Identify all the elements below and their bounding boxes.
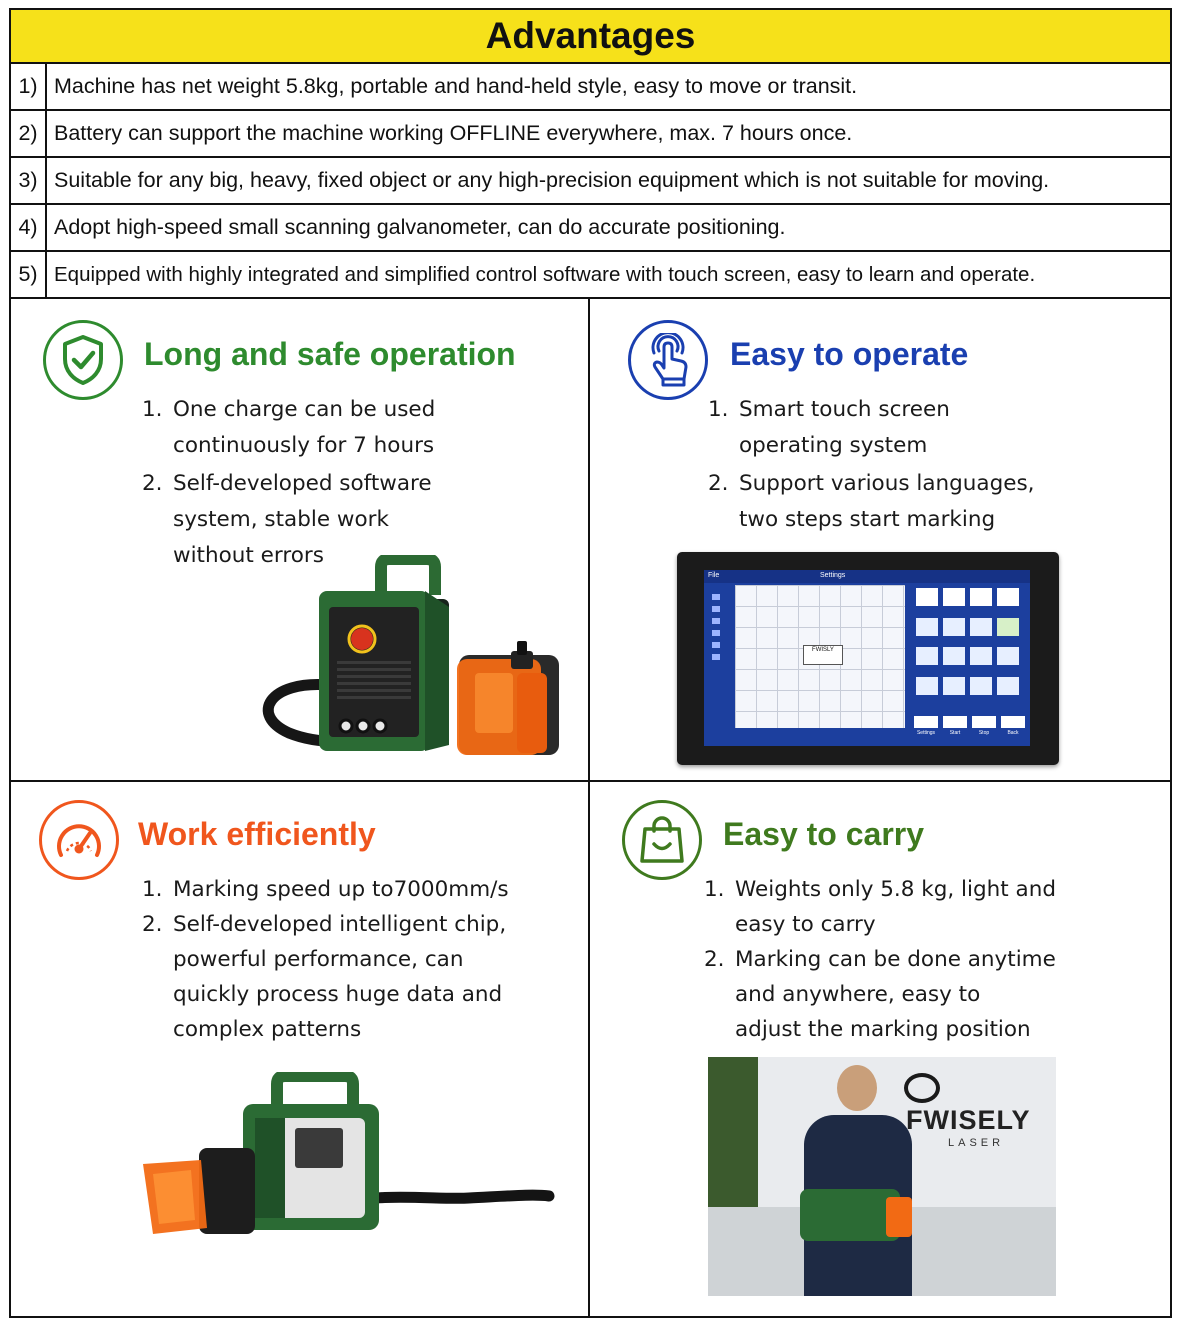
list-item <box>704 942 1056 1047</box>
list-number: 1. <box>142 397 163 422</box>
list-number: 2. <box>142 912 163 937</box>
touch-hand-icon <box>628 320 708 400</box>
shield-check-icon <box>43 320 123 400</box>
screen-menu-label: File <box>708 572 720 579</box>
feature-list-carry <box>704 872 1056 1049</box>
laser-marker-side-image <box>139 1072 559 1262</box>
feature-title-carry: Easy to carry <box>723 816 925 852</box>
advantage-text: Machine has net weight 5.8kg, portable and hand-held style, easy to move or transit. <box>54 74 858 98</box>
screen-button-row <box>914 716 1026 740</box>
advantage-row <box>11 111 1170 158</box>
canvas-logo: FWISLY <box>803 645 843 665</box>
list-number: 2. <box>704 947 725 972</box>
list-text: One charge can be used continuously for 7 hours <box>173 397 436 458</box>
brand-subtitle: LASER <box>948 1137 1005 1149</box>
advantage-number: 3) <box>11 158 47 203</box>
list-text: Support various languages, two steps start marking <box>739 471 1035 532</box>
advantage-row <box>11 64 1170 111</box>
list-number: 1. <box>708 397 729 422</box>
column-divider <box>588 298 590 1318</box>
advantage-number: 1) <box>11 64 47 109</box>
screen-button-settings[interactable]: Settings <box>916 730 936 736</box>
showroom-photo <box>708 1057 1056 1296</box>
screen-button-back[interactable]: Back <box>1007 730 1019 736</box>
row-divider <box>11 780 1170 782</box>
feature-list-safe <box>142 392 435 576</box>
screen-display <box>704 570 1030 746</box>
screen-sidebar <box>708 588 724 738</box>
list-number: 1. <box>704 877 725 902</box>
list-text: Marking speed up to7000mm/s <box>173 877 509 902</box>
brand-name: FWISELY <box>906 1105 1031 1135</box>
shopping-bag-icon <box>622 800 702 880</box>
advantage-text: Adopt high-speed small scanning galvanometer, can do accurate positioning. <box>54 215 786 239</box>
advantages-sheet <box>9 8 1172 1318</box>
list-item <box>704 872 1056 942</box>
list-item <box>142 872 509 907</box>
list-number: 2. <box>708 471 729 496</box>
list-text: Smart touch screen operating system <box>739 397 950 458</box>
screen-top-bar <box>704 570 1030 583</box>
laser-marker-front-image <box>249 555 569 765</box>
held-machine <box>800 1189 900 1241</box>
list-item <box>708 466 1035 538</box>
advantage-number: 2) <box>11 111 47 156</box>
list-number: 1. <box>142 877 163 902</box>
advantage-row <box>11 158 1170 205</box>
advantage-number: 4) <box>11 205 47 250</box>
list-item <box>142 392 435 464</box>
screen-tab-label: Settings <box>820 572 846 579</box>
list-number: 2. <box>142 471 163 496</box>
screen-icon-grid <box>916 588 1026 700</box>
list-item <box>142 907 509 1047</box>
feature-title-safe: Long and safe operation <box>144 336 516 372</box>
feature-list-efficient <box>142 872 509 1049</box>
person-head <box>837 1065 877 1111</box>
list-text: Weights only 5.8 kg, light and easy to carry <box>735 877 1056 937</box>
feature-title-operate: Easy to operate <box>730 336 969 372</box>
advantage-text: Equipped with highly integrated and simplified control software with touch screen, easy to learn and operate. <box>54 262 1036 286</box>
feature-list-operate <box>708 392 1035 540</box>
list-text: Marking can be done anytime and anywhere, easy to adjust the marking position <box>735 947 1056 1042</box>
held-shield <box>886 1197 912 1237</box>
list-text: Self-developed intelligent chip, powerful performance, can quickly process huge data and complex patterns <box>173 912 507 1042</box>
page-title: Advantages <box>11 10 1170 64</box>
brand-logo-icon <box>904 1073 940 1103</box>
list-item <box>708 392 1035 464</box>
screen-button-stop[interactable]: Stop <box>978 730 990 736</box>
feature-title-efficient: Work efficiently <box>138 816 376 852</box>
advantage-text: Suitable for any big, heavy, fixed object or any high-precision equipment which is not suitable for moving. <box>54 168 1050 192</box>
screen-button-start[interactable]: Start <box>949 730 961 736</box>
advantage-row <box>11 205 1170 252</box>
advantage-number: 5) <box>11 252 47 297</box>
advantage-text: Battery can support the machine working OFFLINE everywhere, max. 7 hours once. <box>54 121 853 145</box>
screen-canvas <box>735 585 905 728</box>
touch-screen-image <box>677 552 1059 765</box>
list-text: Self-developed software system, stable work without errors <box>173 471 432 568</box>
advantage-row <box>11 252 1170 299</box>
speedometer-icon <box>39 800 119 880</box>
